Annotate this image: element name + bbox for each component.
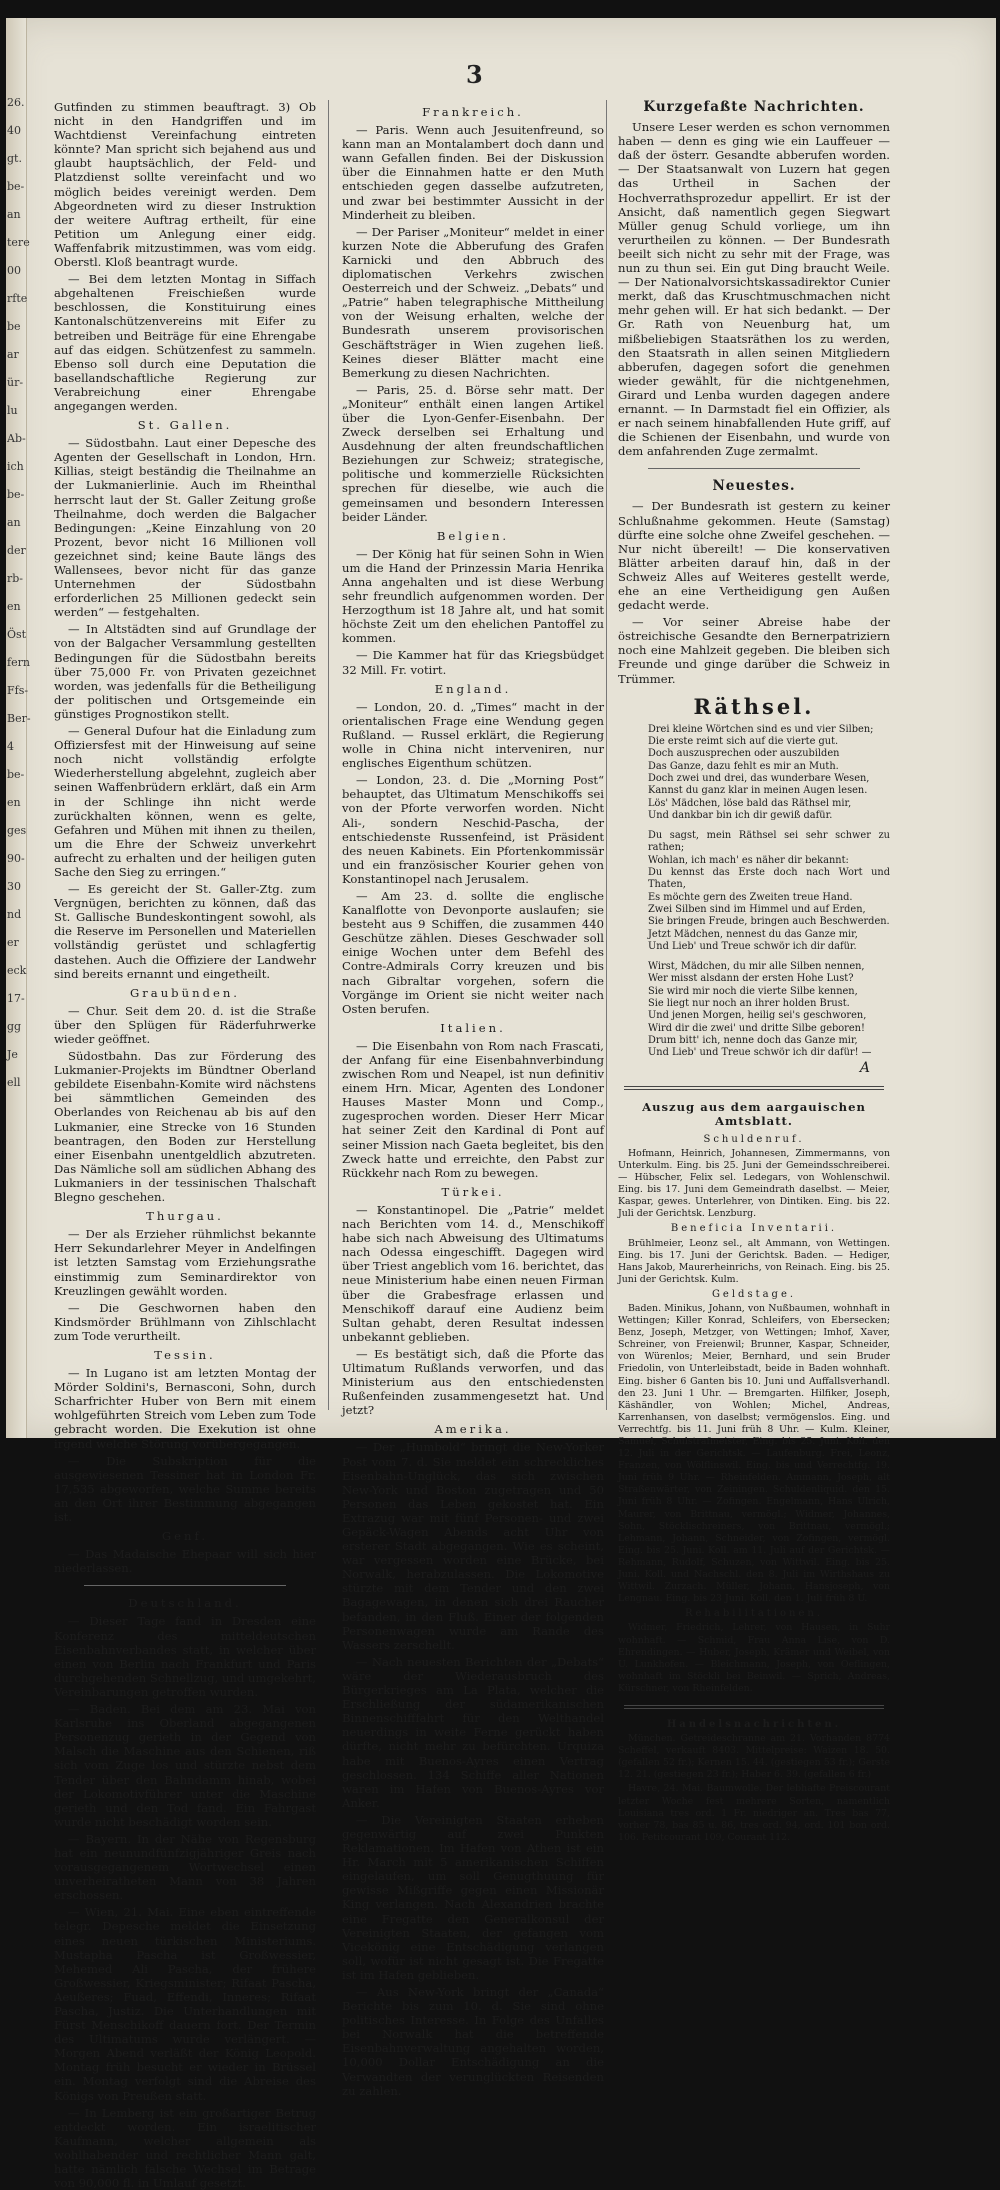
article-paragraph: — Vor seiner Abreise habe der östreichische Gesandte den Bernerpatriziern noch eine Mahlzeit gegeben. Die bleiben sich Freunde und ginge darüber die Schweiz in Trümmer. [618, 615, 890, 686]
riddle-stanza [618, 724, 890, 822]
article-paragraph: — Wien, 21. Mai. Eine eben eintreffende telegr. Depesche meldet die Einsetzung eines neuen türkischen Ministeriums. Mustapha Pascha ist Großwessier, Mehemed Ali Pascha, der frühere Großwessier, Kriegsminister; Rifaat Pascha, Aeußeres; Fuad, Effendi, Inneres; Rifaat Pascha, Justiz. Die Unterhandlungen mit Fürst Menschikoff dauern fort. Der Termin des Ultimatums wurde verlängert. — Morgen Abend verläßt der König Leopold. Montag früh besucht er wieder in Brüssel ein. Montag verfolgt sind die Abreise des Königs von Preußen statt. [54, 1905, 316, 2103]
article-paragraph: — General Dufour hat die Einladung zum Offiziersfest mit der Hinweisung auf seine noch nicht vollständig erfolgte Wiederherstellung abgelehnt, zugleich aber seinen Waffenbrüdern erklärt, daß ein Arm in der Schlinge ihn nicht werde zurückhalten können, wenn es gelte, Gefahren und Mühen mit ihnen zu theilen, um die Ehre der Schweiz unverkehrt aufrecht zu erhalten und der heiligen guten Sache den Sieg zu erringen.“ [54, 724, 316, 879]
article-paragraph: — In Lugano ist am letzten Montag der Mörder Soldini's, Bernasconi, Sohn, durch Scharfrichter Huber von Bern mit einem wohlgeführten Streich vom Leben zum Tode gebracht worden. Die Exekution ist ohne irgend welche Störung vorübergegangen. [54, 1366, 316, 1451]
edge-text-fragment: ich [7, 460, 24, 473]
riddle-line: Wer misst alsdann der ersten Hohe Lust? [648, 973, 854, 985]
edge-text-fragment: 40 [7, 124, 21, 137]
article-paragraph: — Die Eisenbahn von Rom nach Frascati, der Anfang für eine Eisenbahnverbindung zwischen Rom und Neapel, ist nun definitiv einem Hrn. Micar, Agenten des Londoner Hauses Master Monn und Comp., zugesprochen worden. Dieser Herr Micar hat seiner Zeit den Kardinal di Pont auf seiner Mission nach Gaeta begleitet, bis den Zweck hatte und erreichte, den Pabst zur Rückkehr nach Rom zu bewegen. [342, 1038, 604, 1180]
adjacent-page-edge [6, 18, 31, 1438]
riddle-line: Und Lieb' und Treue schwör ich dir dafür! — [648, 1047, 872, 1059]
page-number: 3 [466, 60, 483, 89]
edge-text-fragment: Ffs- [7, 684, 29, 697]
edge-text-fragment: be- [7, 488, 25, 501]
article-paragraph: — Das Madaische Ehepaar will sich hier niederlassen. [54, 1547, 316, 1576]
edge-text-fragment: en [7, 600, 21, 613]
official-notices [618, 1134, 890, 1844]
section-heading: Auszug aus dem aargauischen Amtsblatt. [642, 1099, 866, 1128]
divider [624, 1705, 884, 1709]
riddle-line: Du sagst, mein Räthsel sei sehr schwer zu rathen; [648, 830, 890, 854]
article-paragraph: — In Altstädten sind auf Grundlage der von der Balgacher Versammlung gestellten Bedingungen für die Südostbahn bereits über 75,000 Fr. von Privaten gezeichnet worden, was jedenfalls für die Betheiligung der politischen und Ortsgemeinde ein günstiges Prognostikon stellt. [54, 622, 316, 721]
riddle-line: Und jenen Morgen, heilig sei's geschworen, [648, 1010, 867, 1022]
subsection-heading: Rehabilitationen. [684, 1608, 824, 1620]
section-heading: Graubünden. [130, 985, 240, 1000]
newspaper-page [6, 18, 996, 2190]
edge-text-fragment: rb- [7, 572, 24, 585]
section-heading: Thurgau. [146, 1209, 224, 1224]
section-heading: St. Gallen. [137, 418, 233, 433]
riddle-line: Sie liegt nur noch an ihrer holden Brust. [648, 997, 850, 1009]
article-paragraph: Gutfinden zu stimmen beauftragt. 3) Ob nicht in den Handgriffen und im Wachtdienst Vereinfachung eintreten könnte? Man spricht sich bejahend aus und glaubt hauptsächlich, der Feld- und Platzdienst sollte vereinfacht und wo möglich beides vereinigt werden. Dem Abgeordneten wird zu dieser Instruktion der weitere Auftrag ertheilt, für eine Petition um Anlegung einer eidg. Waffenfabrik mitzustimmen, was vom eidg. Oberstl. Kloß beantragt wurde. [54, 100, 316, 270]
riddle-line: Wohlan, ich mach' es näher dir bekannt: [648, 854, 849, 866]
notice-paragraph: Baden. Minikus, Johann, von Nußbaumen, wohnhaft in Wettingen; Killer Konrad, Schleifers, von Ebersecken; Benz, Joseph, Metzger, von Wettingen; Imhof, Xaver, Schreiner, von Freienwil; Brunner, Kaspar, Schneider, von Würenlos; Meier, Bernhard, und sein Bruder Friedolin, von Unterleibstadt, beide in Baden wohnhaft. Eing. bisher 6 Ganten bis 10. Juni und Auffallsverhandl. den 23. Juni 1 Uhr. — Bremgarten. Hilfiker, Joseph, Käshändler, von Wohlen; Michel, Andreas, Karrenhansen, von daselbst; vermögenslos. Eing. und Verrechtfg. bis 11. Juni früh 8 Uhr. — Kulm. Kleiner, Samuel, Schulstrafmeister, Eing. bis 25. Juni. Koll. den 12. Juli in der Gerichtsk. — Laufenburg. Frei, Leonz, Franzen, von Wölflinswil. Eing. bis und Verrechtfg. 19. Juni früh 9 Uhr. — Rheinfelden. Ammann, Joseph, alt Straßenwärter, von Zeiningen. Schuldenliquid. den 15. Juni früh 8 Uhr. — Zofingen. Engelmann, Hans Ulrich, Maurer, von Brittnau, vermögl.; Widmer, Johannes, Sohn, Stöcklischreiners, von Brittnau, vermögl.; Lehmann, Johann, Schneider, von Zofingen, vermögl. Eing. bis 25. Juni. Koll. am 11. Juli auf der Gerichtsk. — Rehmann, Rudolf, Schuzen, von Wittwil. Eing. bis 25. Juni. Koll. und Nachschl. den 8. Juli im Wirthshaus zu Wittwil. Zurzach. Müller, Johann, Hansjoseph, von Lengnau. Eing. bis 23 Juni. Koll. den 1. Juli früh 8 U. [618, 1302, 890, 1605]
article-paragraph: — Südostbahn. Laut einer Depesche des Agenten der Gesellschaft in London, Hrn. Killias, steigt beständig die Theilnahme an der Lukmanierlinie. Auch im Rheinthal herrscht laut der St. Galler Zeitung große Theilnahme, doch werden die Balgacher Bedingungen: „Keine Einzahlung von 20 Prozent, bevor nicht 16 Millionen voll gezeichnet sind; keine Baute längs des Wallensees, bevor nicht für das ganze Unternehmen der Südostbahn erforderlichen 25 Millionen gedeckt sein werden“ — festgehalten. [54, 436, 316, 620]
riddle-line: Jetzt Mädchen, nennest du das Ganze mir, [648, 928, 858, 940]
edge-text-fragment: 00 [7, 264, 21, 277]
article-paragraph: — London, 20. d. „Times“ macht in der orientalischen Frage eine Wendung gegen Rußland. — Russel erklärt, die Regierung wolle in China nicht interveniren, nur englisches Eigenthum schützen. [342, 699, 604, 771]
section-heading: Genf. [161, 1529, 209, 1544]
edge-text-fragment: be [7, 320, 21, 333]
riddle-line: Drei kleine Wörtchen sind es und vier Silben; [648, 723, 874, 735]
edge-text-fragment: eck [7, 964, 27, 977]
notice-paragraph: München. Getreideschranne am 21. Vorhanden 8774 Scheffel, verkauft 8403. Mittelpreise: Waizen 18. 50. (gefallen 52 fr.); Kernen 15. 44. (gestiegen 53 fr.); Gerste 12. 21. (gestiegen 23 fr.); Haber 6. 39. (gefallen 6 fr.) [618, 1733, 890, 1781]
subsection-heading: Geldstage. [711, 1288, 797, 1300]
column-rule [606, 100, 607, 1410]
section-heading: Frankreich. [422, 105, 524, 119]
riddle-line: Doch zwei und drei, das wunderbare Wesen, [648, 772, 870, 784]
section-heading: Belgien. [436, 528, 510, 543]
article-paragraph: — Der Pariser „Moniteur“ meldet in einer kurzen Note die Abberufung des Grafen Karnicki und den Abbruch des diplomatischen Verkehrs zwischen Oesterreich und der Schweiz. „Debats“ und „Patrie“ haben telegraphische Mittheilung von der Weisung erhalten, welche der Bundesrath unserem provisorischen Geschäftsträger in Wien zugehen ließ. Keines dieser Blätter macht eine Bemerkung zu diesen Nachrichten. [342, 224, 604, 380]
article-paragraph: — Dieser Tage fand in Dresden eine Konferenz des mitteldeutschen Eisenbahnverbandes statt, in welcher über einen von Berlin nach Frankfurt und Paris durchgehenden Schnellzug, und umgekehrt, Vereinbarungen getroffen wurden. [54, 1614, 316, 1699]
edge-text-fragment: lu [7, 404, 18, 417]
subsection-heading: Schuldenruf. [703, 1133, 805, 1145]
article-paragraph: — London, 23. d. Die „Morning Post“ behauptet, das Ultimatum Menschikoffs sei von der Pforte verworfen worden. Nicht Ali-, sondern Neschid-Pascha, der entschiedenste Russenfeind, ist Präsident des neuen Kabinets. Ein Pfortenkommissär und ein französischer Kourier gehen von Konstantinopel nach Jerusalem. [342, 773, 604, 886]
edge-text-fragment: an [7, 208, 21, 221]
column-3 [618, 99, 890, 1843]
edge-text-fragment: ür- [7, 376, 24, 389]
notice-paragraph: Havre, 24. Mai. Baumwolle. Der lebhafte Preiscourant letzter Woche fest mehrere Sorten, namentlich Louisiana tres ord. 1 Fr. niedriger an. Tres bas 77, vorher 78, bas 85 u. 86, tres ord. 94, ord. 101 bon ord. 106. Petitcourant 109, Courant 112. [618, 1783, 890, 1843]
edge-text-fragment: ges [7, 824, 27, 837]
article-paragraph: — Die Subskription für die ausgewiesenen Tessiner hat in London Fr. 17,535 abgeworfen, welche Summe bereits an den Ort ihrer Bestimmung abgegangen ist. [54, 1453, 316, 1524]
riddle-line: Es möchte gern des Zweiten treue Hand. [648, 891, 853, 903]
riddle-line: Kannst du ganz klar in meinen Augen lesen. [648, 785, 868, 797]
article-paragraph: — Am 23. d. sollte die englische Kanalflotte von Devonporte auslaufen; sie besteht aus 9 Schiffen, die zusammen 440 Geschütze zählen. Dieses Geschwader soll einige Wochen unter dem Befehl des Contre-Admirals Corry kreuzen und bis nach Gibraltar vorgehen, sofern die Vorgänge im Orient sie nicht weiter nach Osten berufen. [342, 888, 604, 1016]
article-paragraph: — Bayern. In der Nähe von Regensburg hat ein neunundfünfzigjähriger Greis nach vorausgegangenem Wortwechsel einen unverheiratheten Mann von 38 Jahren erschossen. [54, 1831, 316, 1903]
edge-text-fragment: Ber- [7, 712, 31, 725]
riddle-line: Du kennst das Erste doch nach Wort und Thaten, [648, 867, 890, 891]
notice-paragraph: Hofmann, Heinrich, Johannesen, Zimmermanns, von Unterkulm. Eing. bis 25. Juni der Gemeindsschreiberei. — Hübscher, Felix sel. Ledegars, von Wohlenschwil. Eing. bis 17. Juni dem Gemeindrath daselbst. — Meier, Kaspar, gewes. Unterlehrer, von Dintiken. Eing. bis 22. Juli der Gerichtsk. Lenzburg. [618, 1147, 890, 1220]
edge-text-fragment: 90- [7, 852, 25, 865]
edge-text-fragment: rfte [7, 292, 28, 305]
riddle-line: Das Ganze, dazu fehlt es mir an Muth. [648, 760, 839, 772]
riddle-signature: A [859, 1060, 870, 1077]
edge-text-fragment: 30 [7, 880, 21, 893]
article-paragraph: Unsere Leser werden es schon vernommen haben — denn es ging wie ein Lauffeuer — daß der österr. Gesandte abberufen worden. — Der Staatsanwalt von Luzern hat gegen das Urtheil in Sachen der Hochverrathsprozedur appellirt. Er ist der Ansicht, daß namentlich gegen Siegwart Müller genug Schuld vorliege, um ihn verurtheilen zu können. — Der Bundesrath beeilt sich nicht zu sehr mit der Frage, was nun zu thun sei. Ein gut Ding braucht Weile. — Der Nationalvorsichtskassadirektor Cunier merkt, daß das Kruschtmuschmachen nicht mehr gehen will. Er hat sich bedankt. — Der Gr. Rath von Neuenburg hat, um mißbeliebigen Staatsräthen los zu werden, den Staatsrath in allen seinen Mitgliedern abberufen, dagegen sofort die genehmen wieder gewählt, für die nichtgenehmen, Girard und Lenba wurden dagegen andere ernannt. — In Darmstadt fiel ein Offizier, als er nach seinem hinabfallenden Hute griff, auf die Schienen der Eisenbahn, und wurde von dem anfahrenden Zuge zermalmt. [618, 120, 890, 459]
riddle-line: Doch auszusprechen oder auszubilden [648, 748, 840, 760]
riddle-line: Die erste reimt sich auf die vierte gut. [648, 736, 839, 748]
riddle-stanza [618, 961, 890, 1059]
article-paragraph: — Die Geschwornen haben den Kindsmörder Brühlmann von Zihlschlacht zum Tode verurtheilt. [54, 1300, 316, 1343]
riddle-line: Und Lieb' und Treue schwör ich dir dafür. [648, 940, 857, 952]
article-paragraph: — Nach neuesten Berichten der „Debats“ wäre der Wiederausbruch des Bürgerkrieges am La Plata, welcher die Erschließung der südamerikanischen Binnenschifffahrt für den Welthandel neuerdings in weite Ferne gerückt haben dürfte, nicht mehr zu befürchten. Urquiza habe mit Buenos-Ayres einen Vertrag geschlossen. 134 Schiffe aller Nationen waren im Hafen von Buenos-Ayres vor Anker. [342, 1654, 604, 1810]
riddle-line: Drum bitt' ich, nenne doch das Ganze mir, [648, 1034, 858, 1046]
article-paragraph: — Die Kammer hat für das Kriegsbüdget 32 Mill. Fr. votirt. [342, 648, 604, 677]
article-paragraph: — Der Bundesrath ist gestern zu keiner Schlußnahme gekommen. Heute (Samstag) dürfte eine solche ohne Zweifel geschehen. — Nur nicht übereilt! — Die konservativen Blätter arbeiten darauf hin, daß in der Schweiz Alles auf Weiteres gestellt werde, ehe an eine Vertheidigung gen Außen gedacht werde. [618, 499, 890, 613]
section-heading: England. [434, 681, 512, 696]
article-paragraph: — Es bestätigt sich, daß die Pforte das Ultimatum Rußlands verworfen, und das Ministerium aus den entschiedensten Rußenfeinden zusammengesetzt hat. Und jetzt? [342, 1346, 604, 1418]
article-paragraph: — Der als Erzieher rühmlichst bekannte Herr Sekundarlehrer Meyer in Andelfingen ist letzten Samstag vom Erziehungsrathe einstimmig zum Seminardirektor von Kreuzlingen gewählt worden. [54, 1227, 316, 1298]
riddle-line: Sie wird mir noch die vierte Silbe kennen, [648, 985, 858, 997]
divider [624, 1086, 884, 1090]
column-2 [342, 100, 604, 2098]
edge-text-fragment: nd [7, 908, 22, 921]
edge-text-fragment: be- [7, 180, 25, 193]
article-paragraph: — In Lemberg ist ein großartiger Betrug entdeckt worden. Ein israelitischer Kaufmann, welcher allgemein als wohlhabender und rechtlicher Mann galt, hatte nämlich falsche Wechsel im Betrage von 90,000 fl. in Umlauf gesetzt. [54, 2105, 316, 2190]
edge-text-fragment: en [7, 796, 21, 809]
article-paragraph: — Aus New-York bringt der „Canada“ Berichte bis zum 10. d. Sie sind ohne politisches Interesse. In Folge des Unfalles bei Norwalk hat die betreffende Eisenbahnverwaltung angehalten worden, 10,000 Dollar Entschädigung an die Verwandten der verunglückten Reisenden zu zahlen. [342, 1985, 604, 2098]
article-paragraph: — Die Vereinigten Staaten erheben gegenwärtig auf zwei Punkten Reklamationen. Im Hafen von Athen ist ein Hr. March mit 5 amerikanischen Schiffen eingelaufen, um soll Genugthuung für gewisse Mißgriffe gegen einen Missionär King verlangen. Nach Alexandrien brachte eine Fregatte den Generalkonsul der Vereinigten Staaten, der gefangen vom Vicekönig eine Entschädigung verlangen soll, wofür ist nicht gesagt ist. Die Fregatte ist im Hafen geblieben. [342, 1812, 604, 1982]
edge-text-fragment: 26. [7, 96, 25, 109]
section-heading: Neuestes. [712, 478, 796, 495]
section-heading: Tessin. [154, 1347, 216, 1362]
section-heading: Amerika. [434, 1422, 512, 1437]
edge-text-fragment: gt. [7, 152, 22, 165]
article-paragraph: — Konstantinopel. Die „Patrie“ meldet nach Berichten vom 14. d., Menschikoff habe sich nach Abweisung des Ultimatums nach Odessa eingeschifft. Dagegen wird über Triest angeblich vom 16. berichtet, das neue Ministerium habe einen neuen Firman über die Grabesfrage erlassen und Menschikoff darauf eine Audienz beim Sultan gehabt, deren Resultat indessen unbekannt geblieben. [342, 1202, 604, 1344]
subsection-heading: Beneficia Inventarii. [670, 1223, 838, 1235]
riddle-line: Wirst, Mädchen, du mir alle Silben nennen, [648, 961, 865, 973]
divider [84, 1585, 286, 1586]
section-heading: Kurzgefaßte Nachrichten. [643, 99, 865, 115]
subsection-heading: Handelsnachrichten. [666, 1718, 842, 1730]
column-rule [328, 100, 329, 1410]
riddle-line: Zwei Silben sind im Himmel und auf Erden, [648, 903, 866, 915]
section-heading: Italien. [440, 1020, 506, 1035]
article-paragraph: — Bei dem letzten Montag in Siffach abgehaltenen Freischießen wurde beschlossen, die Konstituirung eines Kantonalschützenvereins mit Eifer zu betreiben und Beiträge für eine Ehrengabe auf das eidgen. Schützenfest zu sammeln. Ebenso soll durch eine Deputation die basellandschaftliche Regierung zur Verabreichung einer Ehrengabe angegangen werden. [54, 272, 316, 413]
edge-text-fragment: der [7, 544, 26, 557]
article-paragraph: — Es gereicht der St. Galler-Ztg. zum Vergnügen, berichten zu können, daß das St. Gallische Bundeskontingent sowohl, als die Reserve im Personellen und Materiellen vollständig gerüstet und schlagfertig dastehen. Auch die Offiziere der Landwehr sind bereits ernannt und eingetheilt. [54, 882, 316, 981]
edge-text-fragment: Je [7, 1048, 18, 1061]
edge-text-fragment: 4 [7, 740, 14, 753]
edge-text-fragment: ar [7, 348, 19, 361]
article-paragraph: — Chur. Seit dem 20. d. ist die Straße über den Splügen für Räderfuhrwerke wieder geöffnet. [54, 1003, 316, 1046]
notice-paragraph: Brühlmeier, Leonz sel., alt Ammann, von Wettingen. Eing. bis 17. Juni der Gerichtsk. Baden. — Hediger, Hans Jakob, Maurerheinrichs, von Reinach. Eing. bis 25. Juni der Gerichtsk. Kulm. [618, 1237, 890, 1285]
edge-text-fragment: er [7, 936, 19, 949]
edge-text-fragment: be- [7, 768, 25, 781]
article-paragraph: — Paris. Wenn auch Jesuitenfreund, so kann man an Montalambert doch dann und wann Gefallen finden. Bei der Diskussion über die Einnahmen hatte er den Muth entschieden gegen dasselbe aufzutreten, und zwar bei bestimmter Aussicht in der Minderheit zu bleiben. [342, 123, 604, 222]
article-paragraph: — Baden. Bei dem am 23. Mai von Karlsruhe ins Oberland abgegangenen Personenzug gerieth in der Gegend von Malsch die Maschine aus den Schienen, riß sich vom Zuge los und stürzte nebst dem Tender über den Bahndamm hinab, wobei der Lokomotivführer unter die Maschine gerieth und den Tod fand. Ein Fahrgast wurde nicht beschädigt worden sein. [54, 1702, 316, 1829]
riddle-line: Sie bringen Freude, bringen auch Beschwerden. [648, 916, 890, 928]
edge-text-fragment: ell [7, 1076, 21, 1089]
section-heading: Deutschland. [128, 1596, 242, 1611]
divider [648, 468, 860, 469]
edge-text-fragment: 17- [7, 992, 25, 1005]
edge-text-fragment: gg [7, 1020, 22, 1033]
edge-text-fragment: fern [7, 656, 30, 669]
edge-text-fragment: Öst [7, 628, 27, 641]
riddle-line: Wird dir die zwei' und dritte Silbe geboren! [648, 1022, 865, 1034]
edge-text-fragment: Ab- [7, 432, 26, 445]
article-paragraph: Südostbahn. Das zur Förderung des Lukmanier-Projekts im Bündtner Oberland gebildete Eisenbahn-Komite wird nächstens bei sämmtlichen Gemeinden des Oberlandes von Reichenau ab bis auf den Lukmanier, eine Strecke von 16 Stunden beantragen, den Boden zur Herstellung einer Eisenbahn unentgeldlich abzutreten. Das Nämliche soll am südlichen Abhang des Lukmaniers in der tessinischen Thalschaft Blegno geschehen. [54, 1049, 316, 1205]
section-heading: Türkei. [441, 1184, 505, 1199]
riddle-line: Lös' Mädchen, löse bald das Räthsel mir, [648, 797, 852, 809]
notice-paragraph: Widmer, Friedrich, Lehrer, von Hausen, in Suhr wohnhaft. — Schmid, Frau Anna Lise, von D. Ehrendingen. — Huber, Joseph, Krämer und Weibel, von U. Lunkhofen. — Bleichmann, Joseph, von Oeflingen, wohnhaft im Stöckli bei Beinwil. — Sprich, Andreas, Kürschner, von Rheinfelden. [618, 1622, 890, 1694]
edge-text-fragment: tere [7, 236, 30, 249]
column-1 [54, 100, 316, 2190]
riddle-line: Und dankbar bin ich dir gewiß dafür. [648, 809, 833, 821]
article-paragraph: — Paris, 25. d. Börse sehr matt. Der „Moniteur“ enthält einen langen Artikel über die Lyon-Genfer-Eisenbahn. Der Zweck derselben sei Erhaltung und Ausdehnung der alten freundschaftlichen Beziehungen zur Schweiz; strategische, politische und kommerzielle Rücksichten sprechen für dieselbe, wie auch die gemeinsamen und besondern Interessen beider Länder. [342, 382, 604, 524]
riddle-stanza [618, 830, 890, 953]
article-paragraph: — Der „Humbold“ bringt die New-Yorker Post vom 7. d. Sie meldet ein schreckliches Eisenbahn-Unglück, das sich zwischen New-York und Boston zugetragen und 50 Personen das Leben gekostet hat. Ein Extrazug war mit fünf Personen- und zwei Gepäck-Wagen Abends acht Uhr von ersterer Stadt abgegangen. Wie es scheint, war vergessen worden eine Brücke, bei Norwalk, herabzulassen. Die Lokomotive stürzte mit dem Tender und den zwei Bagagewagen, in denen sich drei Raucher befanden, in den Fluß. Einer der folgenden Personenwagen wurde am Rande des Wassers zerschellt. [342, 1440, 604, 1652]
article-paragraph: — Der König hat für seinen Sohn in Wien um die Hand der Prinzessin Maria Henrika Anna angehalten und ist diese Werbung sehr freundlich aufgenommen worden. Der Herzogthum ist 18 Jahre alt, und hat somit höchste Zeit um den ehelichen Pantoffel zu kommen. [342, 546, 604, 646]
riddle-heading: Räthsel. [693, 693, 815, 719]
edge-text-fragment: an [7, 516, 21, 529]
